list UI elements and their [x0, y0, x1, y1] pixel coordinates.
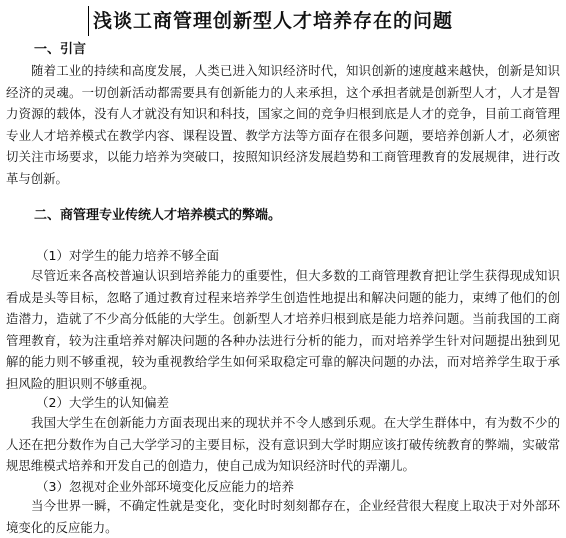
document-title: 浅谈工商管理创新型人才培养存在的问题: [88, 6, 453, 36]
subheading-environment: （3）忽视对企业外部环境变化反应能力的培养: [36, 479, 294, 494]
subheading-cognitive-bias: （2）大学生的认知偏差: [36, 395, 169, 410]
environment-paragraph: 当今世界一瞬，不确定性就是变化，变化时时刻刻都存在，企业经营很大程度上取决于对外部环境变化的反应能力。: [6, 498, 560, 535]
intro-paragraph: 随着工业的持续和高度发展，人类已进入知识经济时代，知识创新的速度越来越快，创新是知识经济的灵魂。一切创新活动都需要具有创新能力的人来承担，这个承担者就是创新型人才，人才是智力资源的载体，没有人才就没有知识和科技，国家之间的竞争归根到底是人才的竞争，目前工商管理专业人才培养模式在教学内容、课程设置、教学方法等方面存在很多问题，要培养创新人才，必须密切关注市场要求，以能力培养为突破口，按照知识经济发展趋势和工商管理教育的发展规律，进行改革与创新。: [6, 63, 560, 186]
ability-paragraph: 尽管近来各高校普遍认识到培养能力的重要性，但大多数的工商管理教育把让学生获得现成知识看成是头等目标，忽略了通过教育过程来培养学生创造性地提出和解决问题的能力，束缚了他们的创造潜力，造就了不少高分低能的大学生。创新型人才培养归根到底是能力培养问题。当前我国的工商管理教育，较为注重培养对解决问题的各种办法进行分析的能力，而对培养学生针对问题提出独到见解的能力则不够重视，较为重视教给学生如何采取稳定可靠的解决问题的办法，而对培养学生取于承担风险的胆识则不够重视。: [6, 268, 560, 391]
subheading-ability: （1）对学生的能力培养不够全面: [36, 248, 219, 263]
section-heading-drawbacks: 二、商管理专业传统人才培养模式的弊端。: [34, 208, 282, 223]
cognitive-bias-paragraph: 我国大学生在创新能力方面表现出来的现状并不令人感到乐观。在大学生群体中，有为数不少的人还在把分数作为自己大学学习的主要目标，没有意识到大学时期应该打破传统教育的弊端，实破常规思维模式培养和开发自己的创造力，使自己成为知识经济时代的弄潮儿。: [6, 415, 560, 473]
cut-off-line: [6, 495, 560, 535]
section-heading-intro: 一、引言: [34, 42, 87, 57]
